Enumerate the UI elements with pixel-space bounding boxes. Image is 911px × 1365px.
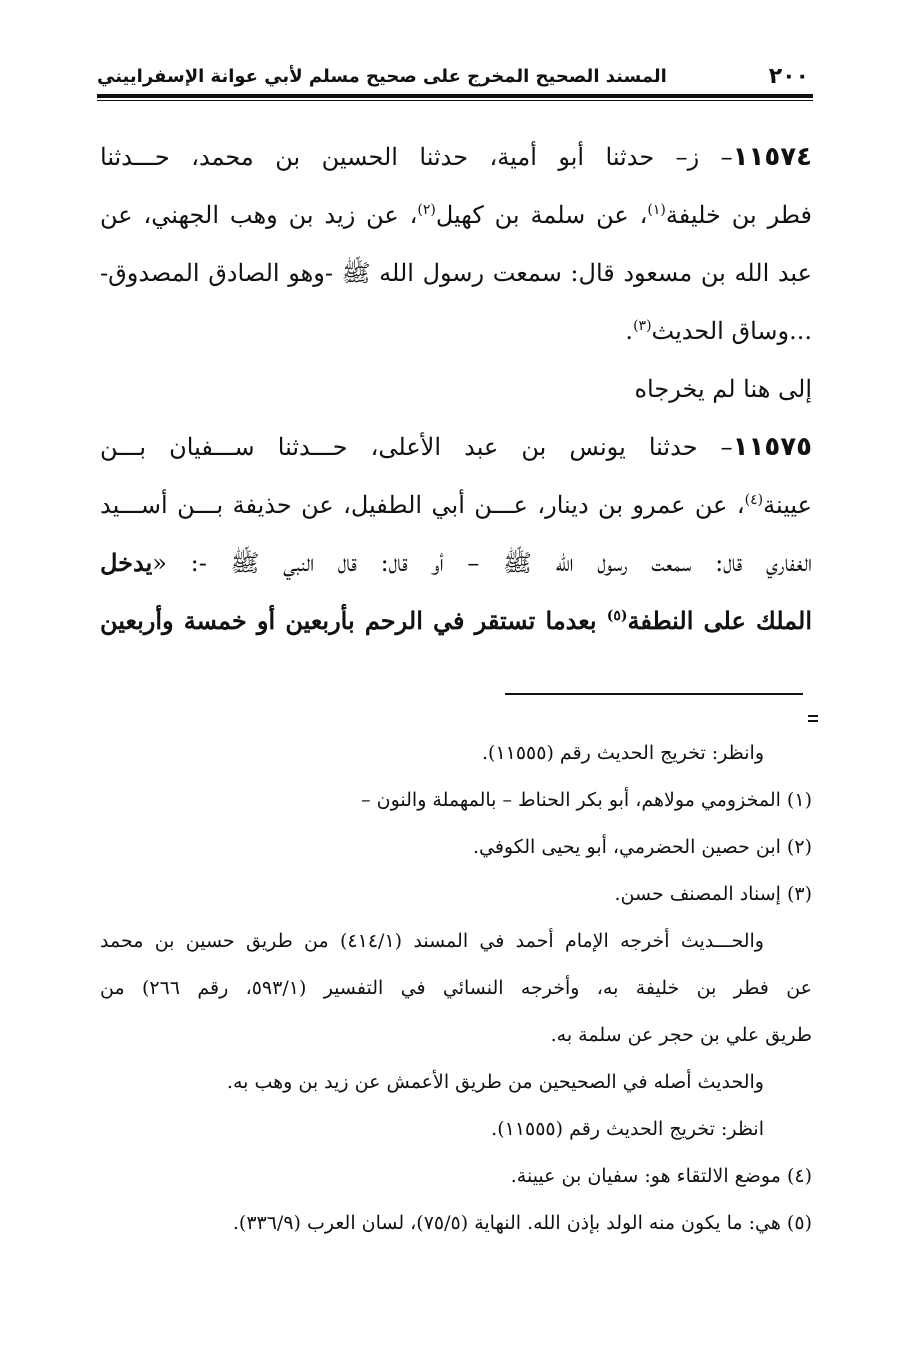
- footnote-3-line-3: عن فطر بن خليفة به، وأخرجه النسائي في التفسير (٥٩٣/١، رقم ٢٦٦) من: [100, 977, 812, 999]
- text-line-7: [100, 476, 812, 534]
- footnotes: [100, 730, 812, 1247]
- text-line-6: [100, 418, 812, 476]
- hadith-number-11574: ١١٥٧٤: [732, 142, 812, 172]
- text-line-4: [100, 302, 812, 360]
- text-line-8: [100, 534, 812, 592]
- page-number: ٢٠٠: [768, 63, 809, 89]
- header-rule-thick: [97, 94, 813, 98]
- text-segment: .: [625, 317, 634, 345]
- footnote-separator: [505, 693, 803, 695]
- text-line-1: [100, 128, 812, 186]
- text-segment: إلى هنا لم يخرجاه: [634, 375, 812, 403]
- header-rule-thin: [97, 100, 813, 101]
- text-line-3: [100, 244, 812, 302]
- footnote-1: (١) المخزومي مولاهم، أبو بكر الحناط – بالمهملة والنون –: [361, 789, 812, 811]
- footnote-4: (٤) موضع الالتقاء هو: سفيان بن عيينة.: [510, 1165, 812, 1187]
- text-segment: عبد الله بن مسعود قال: سمعت رسول الله ﷺ -وهو الصادق المصدوق-: [100, 259, 812, 287]
- footnote-continuation: وانظر: تخريج الحديث رقم (١١٥٥٥).: [481, 742, 764, 764]
- continuation-mark: [808, 715, 818, 717]
- footnote-3-line-4: طريق علي بن حجر عن سلمة به.: [550, 1024, 812, 1046]
- text-line-9: [100, 592, 812, 650]
- footnote-ref-4[interactable]: (٤): [744, 492, 764, 508]
- text-segment: فطر بن خليفة: [665, 201, 813, 229]
- footnote-ref-1[interactable]: (١): [647, 202, 666, 218]
- bold-hadith-text: الملك على النطفة: [627, 606, 812, 635]
- running-header: [97, 62, 813, 90]
- bold-hadith-text: يدخل: [100, 548, 153, 577]
- continuation-mark: [808, 720, 818, 722]
- text-line-6-content: – حدثنا يونس بن عبد الأعلى، حـــدثنا ســـفيان بـــن: [100, 433, 733, 461]
- footnote-3-line-2: والحـــديث أخرجه الإمام أحمد في المسند (٤١٤/١) من طريق حسين بن محمد: [100, 930, 764, 952]
- text-segment: ، عن زيد بن وهب الجهني، عن: [100, 201, 418, 229]
- text-segment: الغفاري قال: سمعت رسول الله ﷺ – أو قال: قال النبي ﷺ -: «: [152, 549, 812, 577]
- text-line-2: [100, 186, 812, 244]
- footnote-ref-2[interactable]: (٢): [417, 202, 436, 218]
- footnote-5: (٥) هي: ما يكون منه الولد بإذن الله. النهاية (٧٥/٥)، لسان العرب (٣٣٦/٩).: [232, 1212, 812, 1234]
- hadith-number-11575: ١١٥٧٥: [732, 432, 812, 462]
- text-segment: ...وساق الحديث: [651, 317, 812, 345]
- text-segment: عيينة: [763, 491, 812, 519]
- text-line-5: [100, 360, 812, 418]
- text-segment: ، عن سلمة بن كهيل: [435, 201, 648, 229]
- footnote-3-line-6: انظر: تخريج الحديث رقم (١١٥٥٥).: [491, 1118, 764, 1140]
- footnote-ref-5[interactable]: (٥): [606, 608, 628, 624]
- text-segment: ، عن عمرو بن دينار، عـــن أبي الطفيل، عن حذيفة بـــن أســـيد: [100, 491, 745, 519]
- bold-hadith-text: بعدما تستقر في الرحم بأربعين أو خمسة وأربعين: [100, 606, 607, 635]
- footnote-2: (٢) ابن حصين الحضرمي، أبو يحيى الكوفي.: [472, 836, 812, 858]
- text-line-1-content: – ز– حدثنا أبو أمية، حدثنا الحسين بن محمد، حـــدثنا: [100, 143, 733, 171]
- book-title: المسند الصحيح المخرج على صحيح مسلم لأبي عوانة الإسفراييني: [97, 65, 667, 87]
- footnote-3: (٣) إسناد المصنف حسن.: [614, 883, 812, 905]
- footnote-ref-3[interactable]: (٣): [633, 318, 652, 334]
- main-text: [100, 128, 812, 650]
- footnote-3-line-5: والحديث أصله في الصحيحين من طريق الأعمش عن زيد بن وهب به.: [226, 1071, 764, 1093]
